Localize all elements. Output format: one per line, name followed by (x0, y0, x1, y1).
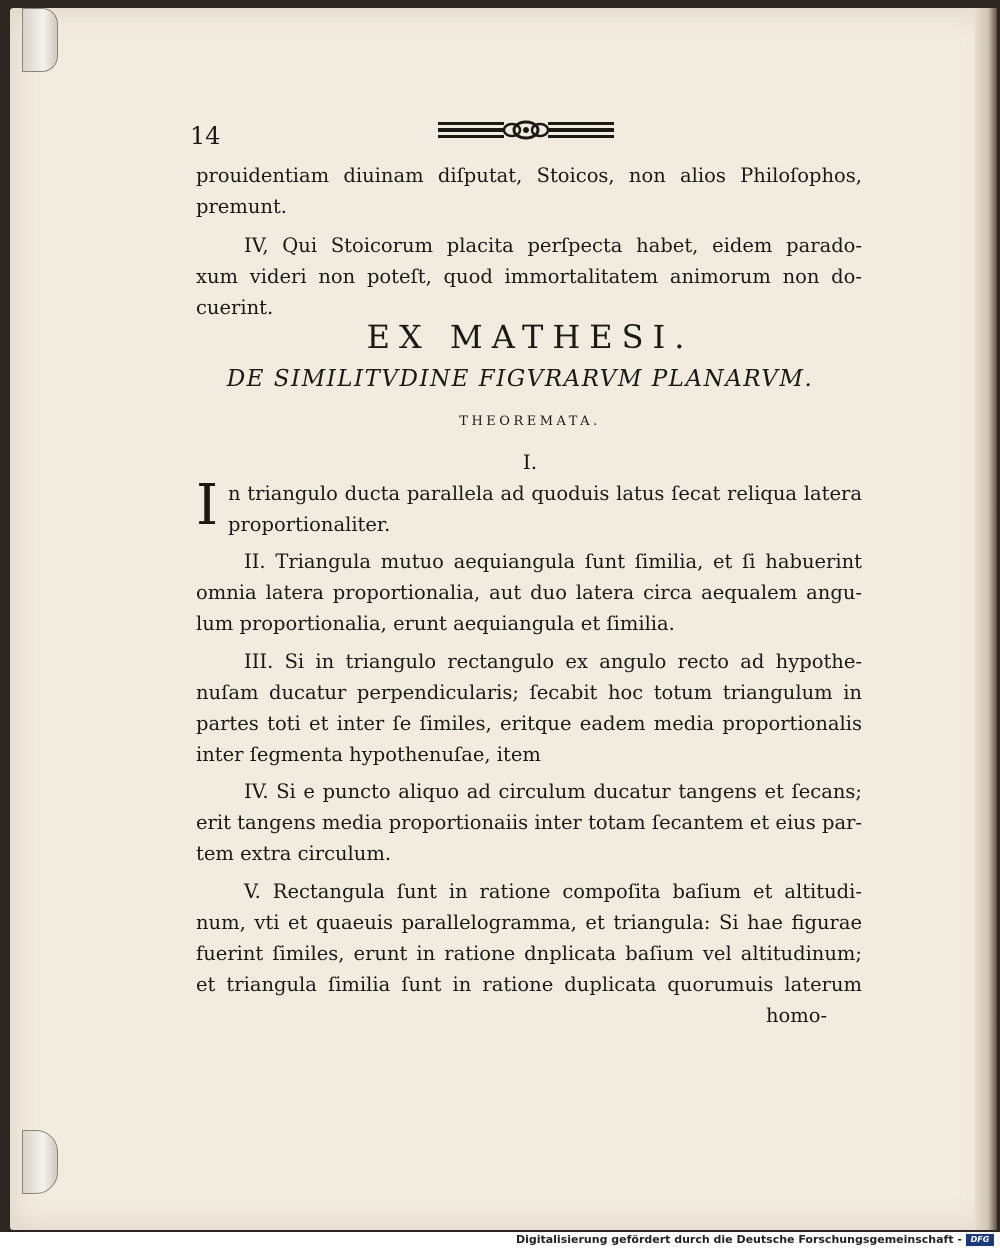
text-line: lum proportionalia, erunt aequiangula et ſimilia. (196, 612, 675, 635)
text-line: omnia latera proportionalia, aut duo latera circa aequalem angu- (196, 581, 862, 604)
paragraph-1 (196, 160, 862, 222)
text-line: proportionaliter. (228, 513, 391, 536)
paragraph-2 (196, 230, 862, 323)
text-line: num, vti et quaeuis parallelogramma, et triangula: Si hae figurae (196, 911, 862, 934)
binding-clip-bottom (22, 1130, 58, 1194)
text-line: III. Si in triangulo rectangulo ex angulo recto ad hypothe- (244, 650, 862, 673)
text-line: cuerint. (196, 296, 274, 319)
text-line: IV, Qui Stoicorum placita perſpecta habet, eidem parado- (244, 234, 862, 257)
ornament-icon (438, 118, 614, 142)
footer-bar (0, 1232, 1000, 1248)
text-line: tem extra circulum. (196, 842, 392, 865)
theorem-numeral: I. (522, 450, 538, 474)
footer-credit: Digitalisierung gefördert durch die Deutsche Forschungsgemeinschaft - (515, 1233, 962, 1246)
text-line: inter ſegmenta hypothenuſae, item (196, 743, 541, 766)
text-line: xum videri non poteſt, quod immortalitatem animorum non do- (196, 265, 862, 288)
catchword: homo- (766, 1004, 828, 1027)
text-line: n triangulo ducta parallela ad quoduis latus ſecat reliqua latera (228, 482, 862, 505)
drop-cap: I (196, 473, 219, 538)
text-line: V. Rectangula ſunt in ratione compoſita baſium et altitudi- (244, 880, 862, 903)
dfg-logo[interactable]: DFG (966, 1234, 994, 1246)
theorem-5 (196, 876, 862, 1000)
text-line: fuerint ſimiles, erunt in ratione dnplicata baſium vel altitudinum; (196, 942, 862, 965)
page-edge (975, 8, 997, 1230)
text-line: II. Triangula mutuo aequiangula ſunt ſimilia, et ſi habuerint (244, 550, 862, 573)
theorem-1 (228, 478, 862, 540)
text-line: erit tangens media proportionaiis inter totam ſecantem et eius par- (196, 811, 862, 834)
section-heading: EX MATHESI. (366, 318, 694, 356)
text-line: prouidentiam diuinam diſputat, Stoicos, non alios Philoſophos, (196, 164, 862, 187)
text-line: premunt. (196, 195, 287, 218)
theorem-3 (196, 646, 862, 770)
text-line: IV. Si e puncto aliquo ad circulum ducatur tangens et ſecans; (244, 780, 862, 803)
binding-clip-top (22, 8, 58, 72)
theorem-4 (196, 776, 862, 869)
theorem-2 (196, 546, 862, 639)
text-line: nuſam ducatur perpendicularis; ſecabit hoc totum triangulum in (196, 681, 862, 704)
text-line: partes toti et inter ſe ſimiles, eritque eadem media proportionalis (196, 712, 862, 735)
section-subheading: DE SIMILITVDINE FIGVRARVM PLANARVM. (226, 366, 814, 392)
page-number: 14 (190, 122, 221, 150)
theoremata-heading: THEOREMATA. (459, 414, 601, 429)
text-line: et triangula ſimilia ſunt in ratione duplicata quorumuis laterum (196, 973, 862, 996)
